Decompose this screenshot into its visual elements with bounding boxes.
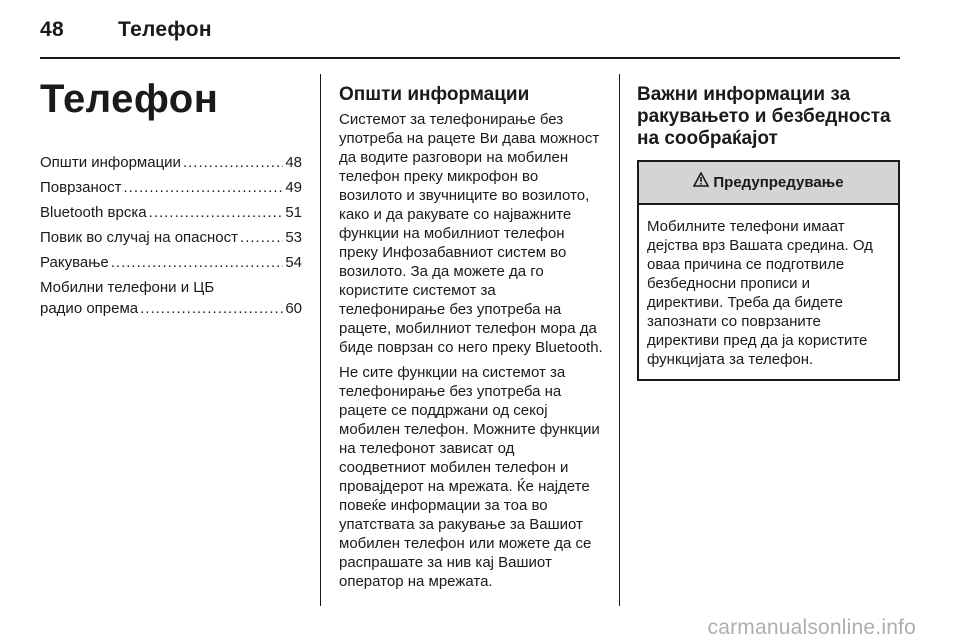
toc-item[interactable] (40, 202, 302, 223)
section-title: Телефон (118, 18, 212, 41)
chapter-title: Телефон (40, 77, 219, 121)
column-divider (619, 74, 620, 606)
toc-item-page: 49 (285, 179, 302, 196)
table-of-contents (40, 152, 302, 319)
watermark: carmanualsonline.info (707, 616, 916, 639)
toc-column (40, 70, 302, 323)
warning-header (639, 162, 898, 205)
warning-title: Предупредување (713, 173, 844, 191)
safety-heading: Важни информации за ракувањето и безбедноста на сообраќајот (637, 84, 891, 149)
toc-item-label: радио опрема (40, 300, 139, 317)
toc-item-label: Поврзаност (40, 179, 122, 196)
toc-item-page: 60 (285, 300, 302, 317)
toc-item-label: Општи информации (40, 154, 181, 171)
safety-column (637, 70, 900, 381)
general-info-column (339, 70, 605, 597)
general-info-heading: Општи информации (339, 84, 530, 105)
toc-item-page: 48 (285, 154, 302, 171)
toc-item-label: Повик во случај на опасност (40, 229, 239, 246)
toc-item-label: Bluetooth врска (40, 204, 147, 221)
toc-item-page: 51 (285, 204, 302, 221)
toc-item[interactable] (40, 152, 302, 173)
toc-item-page: 54 (285, 254, 302, 271)
general-info-paragraph: Не сите функции на системот за телефонирање без употреба на рацете се поддржани од секој мобилен телефон. Можните функции на телефонот зависат од соодветниот мобилен телефон и провајдерот на мрежата. Ќе најдете повеќе информации за тоа во упатствата за ракување за Вашиот мобилен телефон или можете да се распрашате за нив кај Вашиот оператор на мрежата. (339, 364, 600, 590)
general-info-paragraph: Системот за телефонирање без употреба на рацете Ви дава можност да водите разговори на мобилен телефон преку микрофон во возилото и звучниците во возилото, како и да ракувате со најважните функции на мобилниот телефон преку Инфозабавниот систем во возилото. За да можете да го користите системот за телефонирање без употреба на рацете, мобилниот телефон мора да биде поврзан со него преку Bluetooth. (339, 111, 603, 356)
toc-item-label: Ракување (40, 254, 109, 271)
warning-triangle-icon (693, 172, 709, 193)
warning-box (637, 160, 900, 381)
column-divider (320, 74, 321, 606)
toc-item[interactable] (40, 177, 302, 198)
toc-item[interactable] (40, 252, 302, 273)
warning-text: Мобилните телефони имаат дејства врз Вашата средина. Од оваа причина се подготвиле безбедносни прописи и директиви. Треба да бидете запознати со поврзаните директиви пред да ја користите функцијата за телефон. (647, 218, 873, 368)
toc-item[interactable] (40, 277, 302, 319)
toc-item-label: Мобилни телефони и ЦБ (40, 279, 215, 296)
toc-item[interactable] (40, 227, 302, 248)
toc-item-page: 53 (285, 229, 302, 246)
page-number: 48 (40, 18, 64, 41)
header-rule (40, 57, 900, 59)
